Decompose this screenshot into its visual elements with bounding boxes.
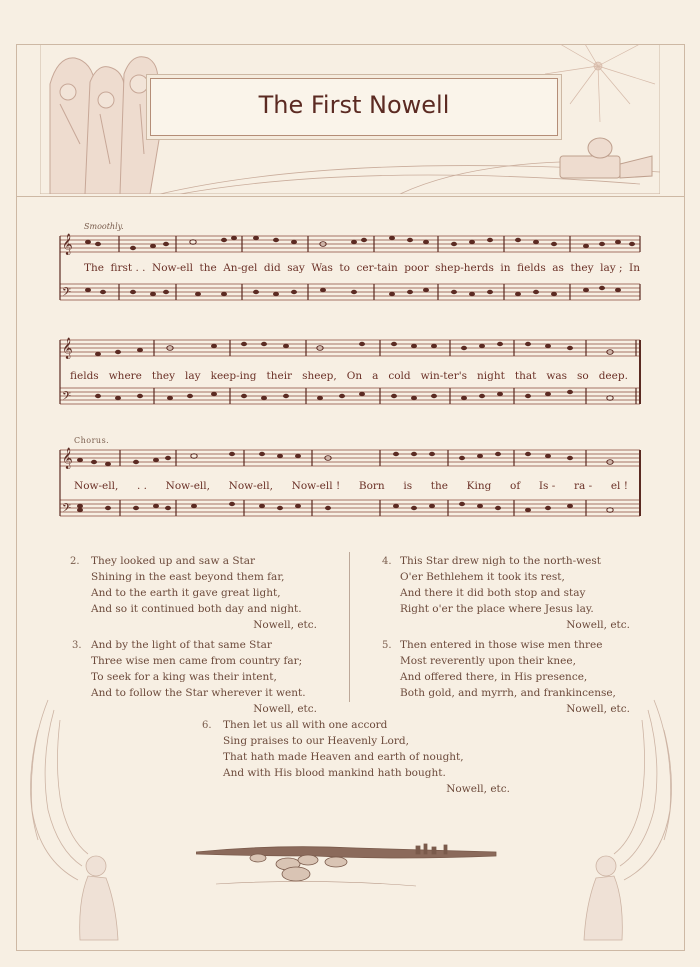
verse-4	[400, 553, 630, 633]
verse-line: Right o'er the place where Jesus lay.	[400, 603, 594, 615]
lyric-syllable: was	[546, 370, 567, 382]
star-illustration	[545, 44, 655, 122]
lyric-syllable: where	[108, 370, 142, 382]
lyrics-system-3	[74, 480, 628, 492]
lyric-syllable: of	[510, 480, 521, 492]
lyric-syllable: lay	[185, 370, 201, 382]
lyric-syllable: so	[576, 370, 589, 382]
left-angel-illustration	[18, 690, 128, 948]
verse-number: 4.	[382, 556, 392, 567]
verse-line: Shining in the east beyond them far,	[91, 571, 285, 583]
verse-number: 5.	[382, 640, 392, 651]
header-divider-line	[16, 196, 684, 197]
lyric-syllable: in	[500, 262, 511, 274]
verse-refrain: Nowell, etc.	[253, 619, 317, 631]
lyric-syllable: that	[514, 370, 537, 382]
verse-number: 6.	[202, 720, 212, 731]
lyric-syllable: An-gel	[223, 262, 258, 274]
verse-refrain: Nowell, etc.	[253, 703, 317, 715]
lyric-syllable: Was	[311, 262, 333, 274]
lyric-syllable: On	[346, 370, 363, 382]
lyric-syllable: King	[466, 480, 492, 492]
lyrics-system-2	[70, 370, 628, 382]
lyric-syllable: fields	[70, 370, 99, 382]
svg-text:𝄢: 𝄢	[62, 286, 72, 302]
verse-line: And so it continued both day and night.	[91, 603, 302, 615]
lyric-syllable: sheep,	[302, 370, 337, 382]
svg-text:𝄞: 𝄞	[62, 448, 73, 469]
verse-line: To seek for a king was their intent,	[91, 671, 277, 683]
verse-line: Then entered in those wise men three	[400, 639, 603, 651]
verse-line: They looked up and saw a Star	[91, 555, 256, 567]
lyric-syllable: Now-ell,	[228, 480, 273, 492]
lyric-syllable: Now-ell	[152, 262, 193, 274]
verse-line: That hath made Heaven and earth of nought,	[223, 751, 464, 763]
tempo-marking: Smoothly.	[84, 222, 124, 231]
right-angel-illustration	[580, 690, 684, 948]
verse-number: 2.	[70, 556, 80, 567]
verse-line: And to follow the Star wherever it went.	[91, 687, 306, 699]
lyric-syllable: Now-ell !	[291, 480, 341, 492]
verse-refrain: Nowell, etc.	[566, 619, 630, 631]
verse-2	[91, 553, 317, 633]
verse-refrain: Nowell, etc.	[566, 703, 630, 715]
verse-line: And by the light of that same Star	[91, 639, 272, 651]
lyric-syllable: el !	[610, 480, 628, 492]
lyric-syllable: the	[199, 262, 217, 274]
verse-line: This Star drew nigh to the north-west	[400, 555, 601, 567]
svg-text:𝄢: 𝄢	[62, 390, 72, 406]
lyric-syllable: deep.	[598, 370, 628, 382]
title-box	[150, 78, 558, 136]
lyric-syllable: as	[552, 262, 564, 274]
lyric-syllable: a	[372, 370, 379, 382]
verse-line: And there it did both stop and stay	[400, 587, 586, 599]
lyric-syllable: . .	[136, 480, 147, 492]
svg-text:𝄞: 𝄞	[62, 234, 73, 255]
sheep-landscape-illustration	[196, 838, 500, 894]
wise-men-illustration	[50, 57, 160, 194]
verse-6	[223, 717, 510, 797]
lyric-syllable: they	[570, 262, 594, 274]
lyric-syllable: lay ;	[600, 262, 623, 274]
lyric-syllable: The	[84, 262, 104, 274]
lyric-syllable: poor	[404, 262, 429, 274]
verse-line: And to the earth it gave great light,	[91, 587, 281, 599]
lyric-syllable: did	[263, 262, 281, 274]
gifts-illustration	[560, 138, 652, 178]
chorus-label: Chorus.	[74, 436, 110, 445]
svg-text:𝄢: 𝄢	[62, 502, 72, 518]
lyric-syllable: the	[430, 480, 448, 492]
verse-line: Sing praises to our Heavenly Lord,	[223, 735, 409, 747]
verse-line: Then let us all with one accord	[223, 719, 388, 731]
lyric-syllable: Now-ell,	[165, 480, 210, 492]
verse-line: And with His blood mankind hath bought.	[223, 767, 446, 779]
verse-line: And offered there, in His presence,	[400, 671, 588, 683]
verse-number: 3.	[72, 640, 82, 651]
verse-column-divider	[349, 552, 350, 702]
verse-line: Three wise men came from country far;	[91, 655, 303, 667]
page-title: The First Nowell	[258, 91, 450, 119]
lyric-syllable: their	[266, 370, 293, 382]
verse-line: O'er Bethlehem it took its rest,	[400, 571, 565, 583]
verse-refrain: Nowell, etc.	[446, 783, 510, 795]
verse-line: Both gold, and myrrh, and frankincense,	[400, 687, 616, 699]
lyric-syllable: keep-ing	[210, 370, 257, 382]
lyric-syllable: shep-herds	[435, 262, 494, 274]
lyric-syllable: Is -	[538, 480, 556, 492]
lyric-syllable: fields	[517, 262, 546, 274]
lyrics-system-1	[84, 262, 640, 274]
lyric-syllable: they	[151, 370, 176, 382]
lyric-syllable: In	[629, 262, 640, 274]
lyric-syllable: Born	[358, 480, 385, 492]
lyric-syllable: first . .	[110, 262, 146, 274]
verse-line: Most reverently upon their knee,	[400, 655, 576, 667]
svg-text:𝄞: 𝄞	[62, 338, 73, 359]
lyric-syllable: win-ter's	[420, 370, 468, 382]
lyric-syllable: say	[287, 262, 305, 274]
lyric-syllable: cer-tain	[356, 262, 398, 274]
lyric-syllable: Now-ell,	[74, 480, 119, 492]
lyric-syllable: is	[403, 480, 413, 492]
lyric-syllable: to	[339, 262, 350, 274]
lyric-syllable: night	[477, 370, 505, 382]
lyric-syllable: ra -	[574, 480, 593, 492]
lyric-syllable: cold	[388, 370, 411, 382]
